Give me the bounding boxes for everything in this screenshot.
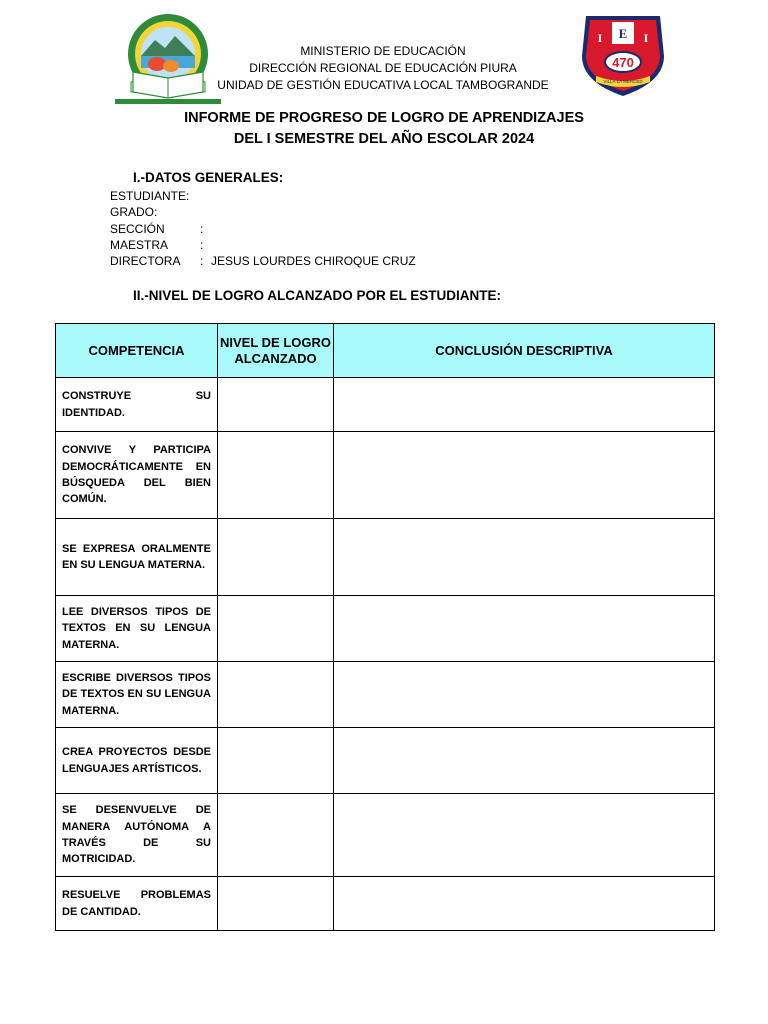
field-colon <box>200 204 211 220</box>
table-row <box>56 728 715 794</box>
institution-header <box>200 43 566 94</box>
field-label: ESTUDIANTE: <box>110 189 190 203</box>
header-line-direccion: DIRECCIÓN REGIONAL DE EDUCACIÓN PIURA <box>249 61 517 75</box>
competencias-table <box>55 323 715 931</box>
conclusion-cell[interactable] <box>334 662 715 728</box>
table-header-row <box>56 324 715 378</box>
field-colon: : <box>200 237 204 252</box>
conclusion-cell[interactable] <box>334 519 715 596</box>
header-line-ugel: UNIDAD DE GESTIÓN EDUCATIVA LOCAL TAMBOGRANDE <box>217 78 549 92</box>
field-colon <box>200 188 211 204</box>
competencia-cell: CONSTRUYE SU IDENTIDAD. <box>56 378 218 432</box>
report-title-line1: INFORME DE PROGRESO DE LOGRO DE APRENDIZAJES <box>184 110 584 126</box>
field-grado <box>110 204 416 220</box>
seal-letter-i-right: I <box>643 31 649 45</box>
field-directora <box>110 253 416 269</box>
competencia-cell: CONVIVE Y PARTICIPA DEMOCRÁTICAMENTE EN BÚSQUEDA DEL BIEN COMÚN. <box>56 432 218 519</box>
table-row <box>56 596 715 662</box>
field-estudiante <box>110 188 416 204</box>
conclusion-cell[interactable] <box>334 596 715 662</box>
nivel-logro-cell[interactable] <box>218 378 334 432</box>
nivel-logro-cell[interactable] <box>218 596 334 662</box>
table-row <box>56 794 715 877</box>
section-datos-generales-heading: I.-DATOS GENERALES: <box>133 170 284 185</box>
nivel-logro-cell[interactable] <box>218 794 334 877</box>
conclusion-cell[interactable] <box>334 728 715 794</box>
table-row <box>56 877 715 931</box>
field-label: GRADO: <box>110 205 158 220</box>
field-colon: : <box>200 221 204 236</box>
table-row <box>56 432 715 519</box>
competencia-cell: SE DESENVUELVE DE MANERA AUTÓNOMA A TRAVÉS DE SU MOTRICIDAD. <box>56 794 218 877</box>
table-row <box>56 519 715 596</box>
competencia-cell: SE EXPRESA ORALMENTE EN SU LENGUA MATERNA. <box>56 519 218 596</box>
table-row <box>56 662 715 728</box>
conclusion-cell[interactable] <box>334 432 715 519</box>
table-row <box>56 378 715 432</box>
column-header-conclusion: CONCLUSIÓN DESCRIPTIVA <box>334 324 715 378</box>
field-colon: : <box>200 254 204 269</box>
competencia-cell: LEE DIVERSOS TIPOS DE TEXTOS EN SU LENGUA MATERNA. <box>56 596 218 662</box>
seal-letter-i-left: I <box>597 31 603 45</box>
conclusion-cell[interactable] <box>334 794 715 877</box>
seal-ribbon-text: VILLA LA MERCED <box>603 79 643 84</box>
nivel-logro-cell[interactable] <box>218 877 334 931</box>
field-maestra <box>110 237 416 253</box>
nivel-logro-cell[interactable] <box>218 662 334 728</box>
competencia-cell: CREA PROYECTOS DESDE LENGUAJES ARTÍSTICOS. <box>56 728 218 794</box>
nivel-logro-cell[interactable] <box>218 519 334 596</box>
header-line-ministerio: MINISTERIO DE EDUCACIÓN <box>300 44 466 58</box>
column-header-nivel-logro: NIVEL DE LOGRO ALCANZADO <box>218 324 334 378</box>
field-value: JESUS LOURDES CHIROQUE CRUZ <box>211 254 416 269</box>
section-nivel-logro-heading: II.-NIVEL DE LOGRO ALCANZADO POR EL ESTUDIANTE: <box>133 288 502 303</box>
competencia-cell: RESUELVE PROBLEMAS DE CANTIDAD. <box>56 877 218 931</box>
conclusion-cell[interactable] <box>334 877 715 931</box>
field-label: DIRECTORA <box>110 254 181 269</box>
field-label: SECCIÓN <box>110 221 165 236</box>
seal-letter-e: E <box>618 26 628 41</box>
field-label: MAESTRA <box>110 237 169 252</box>
iei-470-seal <box>580 12 666 98</box>
conclusion-cell[interactable] <box>334 378 715 432</box>
report-title-line2: DEL I SEMESTRE DEL AÑO ESCOLAR 2024 <box>233 131 535 147</box>
datos-generales-list <box>110 188 416 269</box>
column-header-competencia: COMPETENCIA <box>56 324 218 378</box>
nivel-logro-cell[interactable] <box>218 432 334 519</box>
nivel-logro-cell[interactable] <box>218 728 334 794</box>
field-seccion <box>110 221 416 237</box>
seal-number: 470 <box>612 55 634 70</box>
competencia-cell: ESCRIBE DIVERSOS TIPOS DE TEXTOS EN SU LENGUA MATERNA. <box>56 662 218 728</box>
